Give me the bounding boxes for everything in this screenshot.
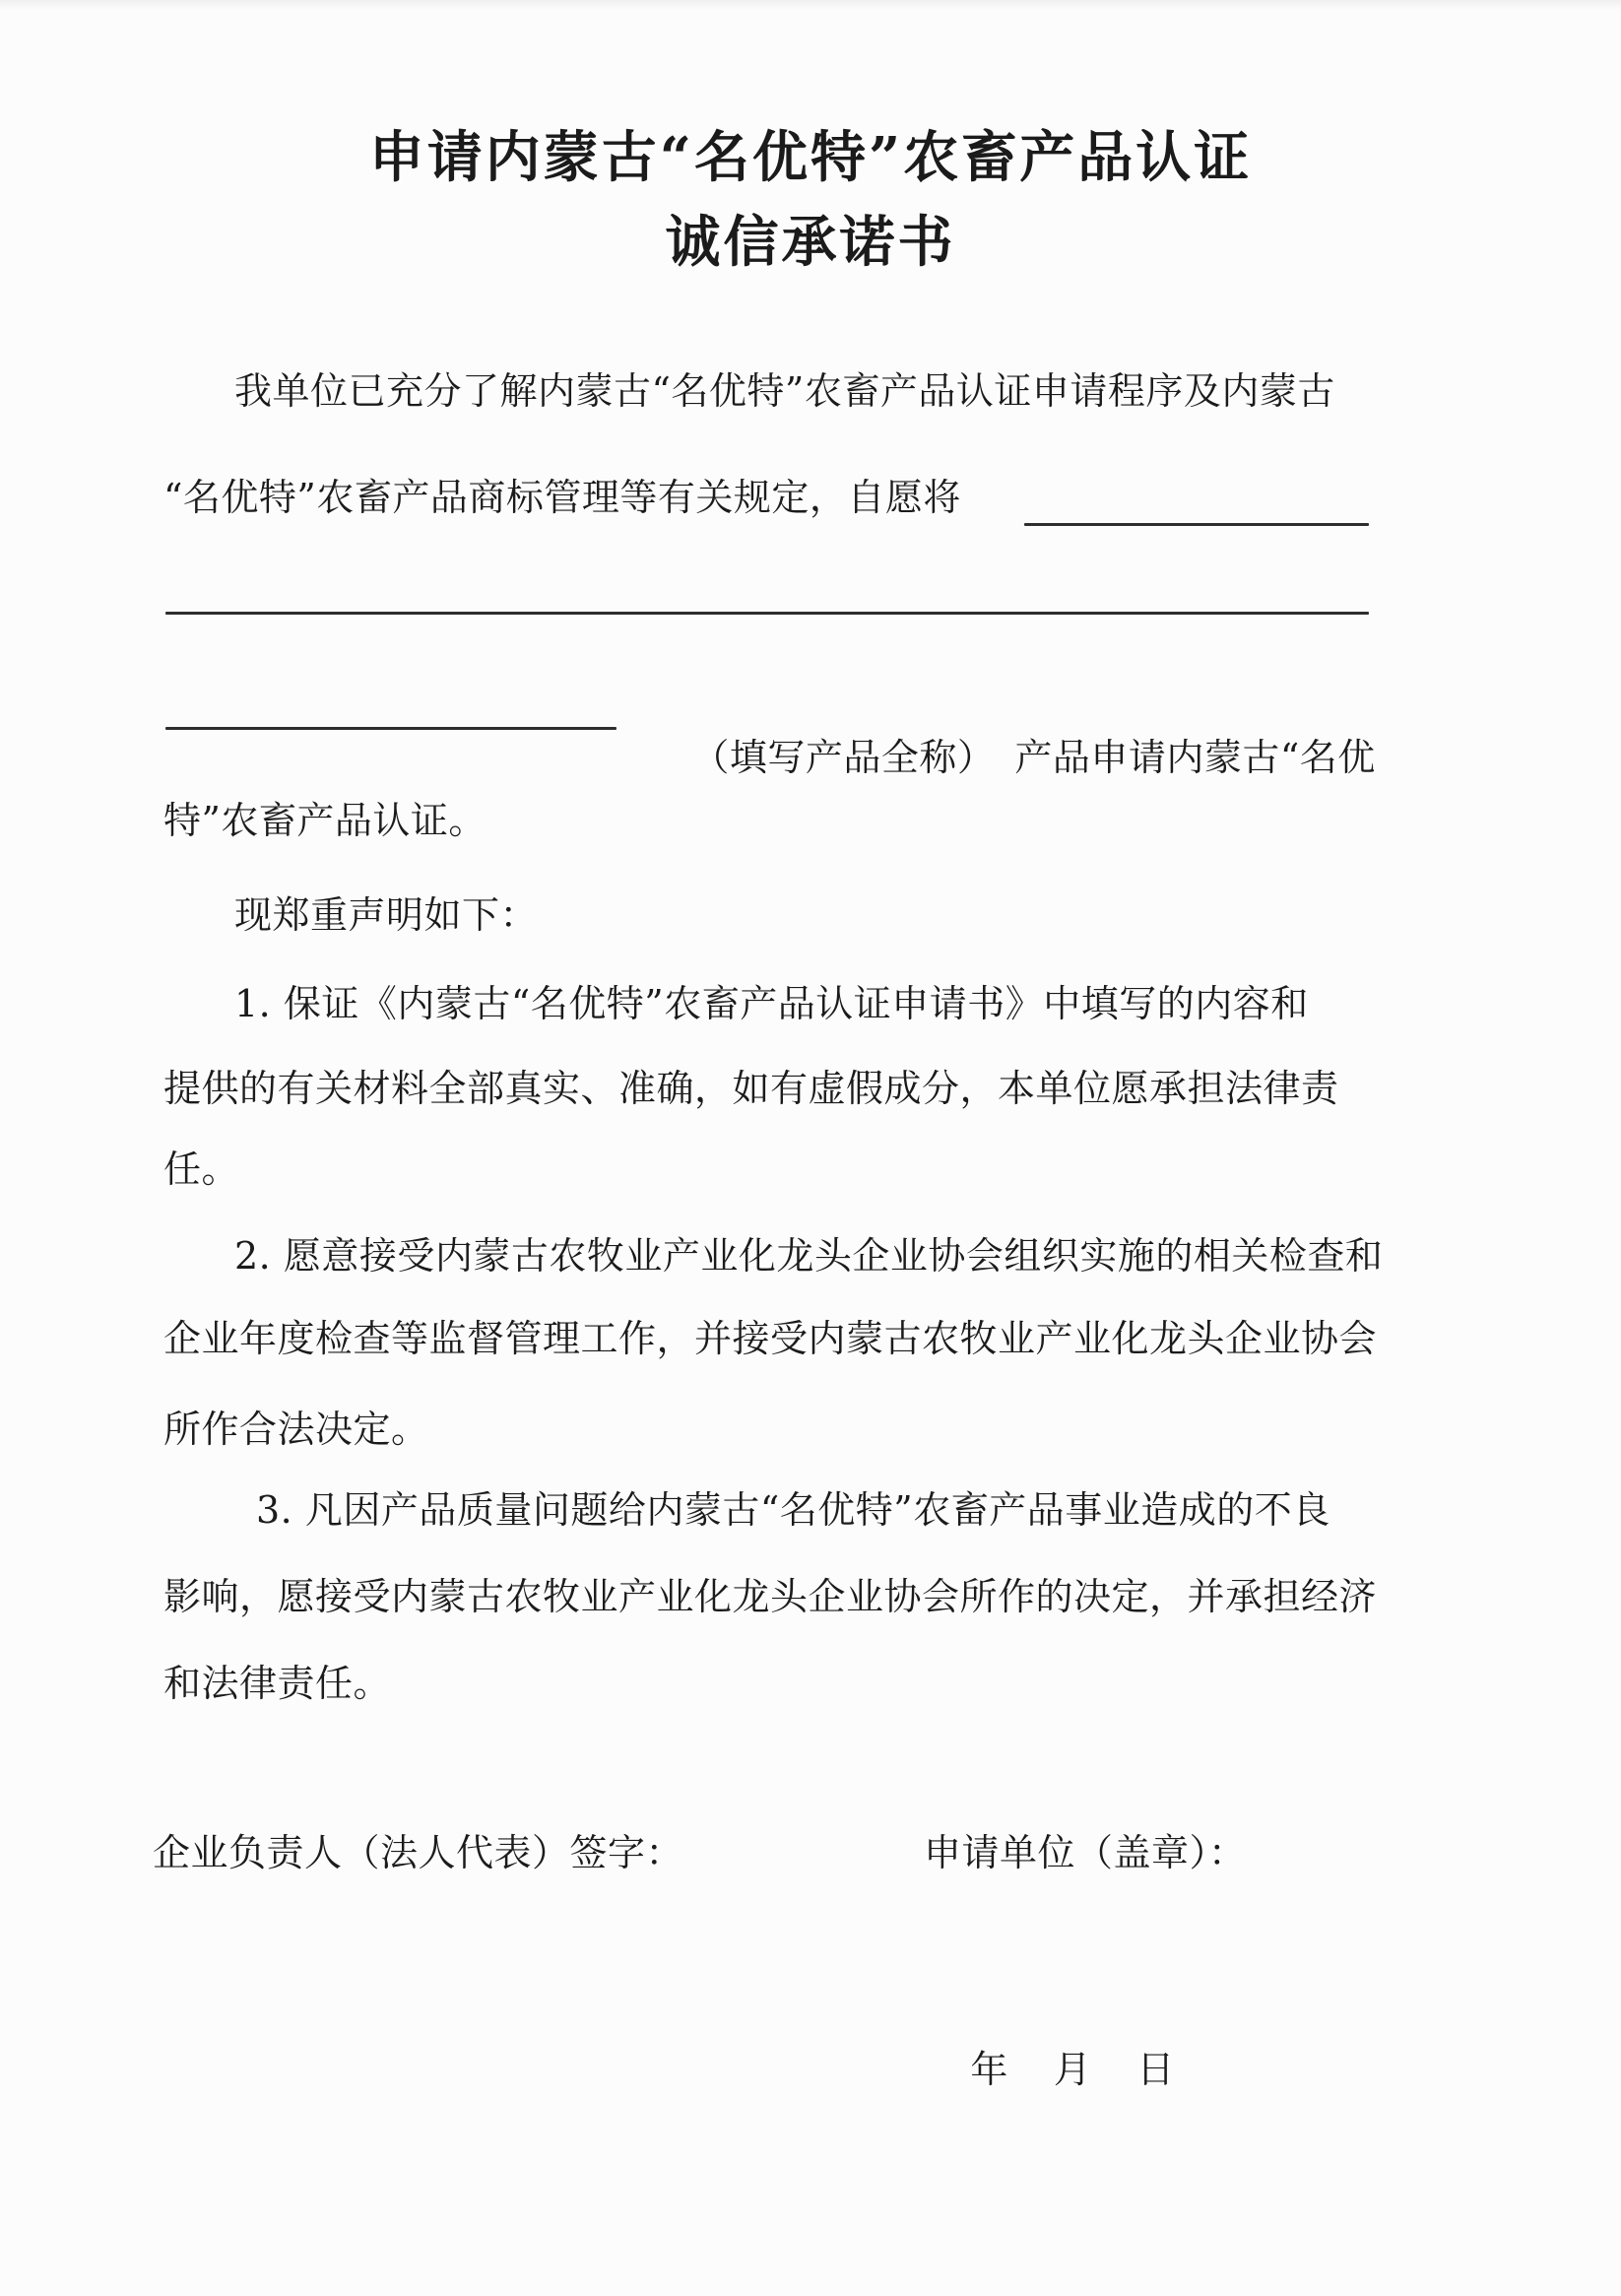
fill-product-name-note: （填写产品全称） — [691, 736, 996, 779]
signature-left-label: 企业负责人（法人代表）签字： — [153, 1831, 684, 1874]
blank-underline-product-1 — [1024, 523, 1369, 526]
declaration-1-line-3: 任。 — [163, 1148, 240, 1191]
declaration-2-line-3: 所作合法决定。 — [163, 1408, 429, 1451]
opening-line-4 — [642, 689, 1376, 825]
opening-line-5: 特”农畜产品认证。 — [163, 799, 486, 842]
declaration-2-line-2: 企业年度检查等监督管理工作，并接受内蒙古农牧业产业化龙头企业协会 — [163, 1317, 1378, 1360]
declaration-3-line-2: 影响，愿接受内蒙古农牧业产业化龙头企业协会所作的决定，并承担经济 — [163, 1575, 1378, 1618]
document-title-line-2: 诚信承诺书 — [665, 210, 956, 275]
declaration-1-line-2: 提供的有关材料全部真实、准确，如有虚假成分，本单位愿承担法律责 — [163, 1067, 1339, 1110]
document-title-line-1: 申请内蒙古“名优特”农畜产品认证 — [368, 125, 1253, 190]
declaration-2-line-1: 2. 愿意接受内蒙古农牧业产业化龙头企业协会组织实施的相关检查和 — [234, 1234, 1384, 1278]
opening-line-2: “名优特”农畜产品商标管理等有关规定，自愿将 — [163, 476, 961, 519]
signature-right-label: 申请单位（盖章）： — [924, 1831, 1247, 1874]
date-day-label: 日 — [1136, 2048, 1175, 2091]
blank-underline-product-2 — [165, 612, 1369, 615]
opening-line-1: 我单位已充分了解内蒙古“名优特”农畜产品认证申请程序及内蒙古 — [234, 369, 1335, 413]
date-line — [921, 2001, 1175, 2137]
blank-underline-product-3 — [165, 727, 616, 730]
opening-line-4-text: 产品申请内蒙古“名优 — [1014, 736, 1376, 779]
date-year-label: 年 — [970, 2048, 1008, 2091]
declaration-3-line-1: 3. 凡因产品质量问题给内蒙古“名优特”农畜产品事业造成的不良 — [256, 1488, 1330, 1532]
date-month-label: 月 — [1053, 2048, 1092, 2091]
scan-top-edge — [0, 0, 1621, 10]
declaration-1-line-1: 1. 保证《内蒙古“名优特”农畜产品认证申请书》中填写的内容和 — [234, 982, 1309, 1025]
declaration-3-line-3: 和法律责任。 — [163, 1662, 392, 1705]
statement-heading: 现郑重声明如下： — [234, 893, 539, 937]
